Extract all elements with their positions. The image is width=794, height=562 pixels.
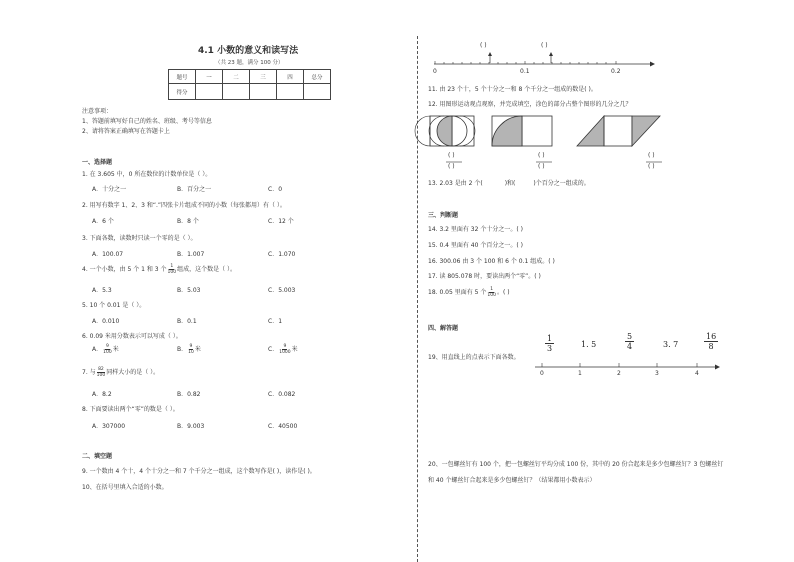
answer-blank[interactable]: ( ) [648,152,655,159]
question-4-pre: 4. 一个小数，由 5 个 1 和 3 个 [82,266,167,273]
answer-blank[interactable]: ( ) [480,42,487,49]
option-b[interactable]: B．0.82 [177,391,201,398]
fraction-numerator: 82 [98,367,104,372]
notes-item: 2、请将答案正确填写在答题卡上 [82,128,170,135]
fraction-denominator: 3 [547,344,553,353]
tick-label: 4 [695,370,699,377]
option-letter: B． [177,346,188,353]
option-c[interactable]: C．5.003 [268,287,296,294]
section-heading-choice: 一、选择题 [82,159,113,166]
option-c[interactable]: C．40500 [268,423,298,430]
figure-quarter-circle [492,116,552,146]
fraction-numerator: 1 [490,287,494,292]
notes-item: 1、答题前填写好自己的姓名、班级、考号等信息 [82,118,212,125]
question-17: 17. 读 805.078 时，要读出两个“零”。( ) [428,273,541,280]
answer-blank[interactable]: ( ) [448,163,455,170]
question-13-post: )个百分之一组成的。 [533,180,590,187]
question-6: 6. 0.09 米用分数表示可以写成（ ）。 [82,333,182,340]
fraction-numerator: 9 [283,344,287,349]
section-heading-fill: 二、填空题 [82,453,113,460]
value-decimal: 1. 5 [581,340,597,349]
option-b[interactable]: B．1.007 [177,251,205,258]
question-4-post: 组成，这个数是（ ）。 [177,266,237,273]
value-fraction [704,332,718,351]
number-line-1 [434,52,655,67]
question-3: 3. 下面各数，读数时只读一个零的是（ ）。 [82,235,197,242]
value-fraction [625,332,634,351]
option-c[interactable]: C．1 [268,318,283,325]
question-12: 12. 用图形运动观点观察，并完成填空，涂色的部分占整个图形的几分之几？ [428,101,632,108]
section-heading-judge: 三、判断题 [428,212,459,219]
question-19: 19、用直线上的点表示下面各数。 [428,354,520,361]
question-18 [428,287,510,298]
notes-heading: 注意事项： [82,108,113,115]
option-b[interactable]: B．5.03 [177,287,201,294]
tick-label: 3 [655,370,659,377]
option-a[interactable]: A．6 个 [92,218,114,225]
question-13-mid: )和( [504,180,516,187]
question-11: 11. 由 23 个十，5 个十分之一和 8 个千分之一组成的数是( )。 [428,86,597,93]
answer-blank[interactable]: ( ) [538,152,545,159]
option-letter: C． [268,346,279,353]
fraction-denominator: 100 [103,350,112,355]
question-20-line1: 20、一包螺丝钉有 100 个，把一包螺丝钉平均分成 100 份，其中的 20 份合起来是多少包螺丝钉？3 包螺丝钉 [428,461,724,468]
tick-label: 1 [578,370,582,377]
option-a[interactable]: A．100.07 [92,251,124,258]
question-7-post: 同样大小的是（ ）。 [106,369,160,376]
question-2: 2. 用写有数字 1、2、3 和“.”四张卡片组成不同的小数（每张都用）有（ ）。 [82,202,286,209]
question-13-pre: 13. 2.03 是由 2 个( [428,180,483,187]
question-13 [428,178,590,187]
fraction-denominator: 8 [708,342,714,351]
question-20-line2: 和 40 个螺丝钉合起来是多少包螺丝钉？（结果都用小数表示） [428,477,596,484]
question-7-pre: 7. 与 [82,369,96,376]
tick-label: 2 [617,370,621,377]
score-cell: 四 [277,70,304,84]
page-title: 4.1 小数的意义和读写法 [198,46,299,56]
question-18-pre: 18. 0.05 里面有 5 个 [428,289,487,296]
option-a[interactable]: A．十分之一 [92,186,127,193]
fraction-denominator: 100 [167,270,177,275]
answer-blank[interactable]: ( ) [448,152,455,159]
unit-label: 米 [291,346,298,353]
question-16: 16. 300.06 由 3 个 100 和 6 个 0.1 组成。( ) [428,258,555,265]
option-a[interactable]: A．8.2 [92,391,112,398]
answer-blank[interactable]: ( ) [538,163,545,170]
question-15: 15. 0.4 里面有 40 个百分之一。( ) [428,242,523,249]
option-b[interactable]: B．0.1 [177,318,197,325]
option-a[interactable]: A．0.010 [92,318,120,325]
fraction-denominator: 100 [96,373,106,378]
fraction-denominator: 100 [487,293,496,298]
score-cell: 总分 [304,70,331,84]
fraction-denominator: 10 [188,350,194,355]
option-b[interactable]: B．百分之一 [177,186,212,193]
score-cell: 二 [223,70,250,84]
option-c[interactable]: C．0 [268,186,283,193]
fraction-numerator: 9 [189,344,193,349]
fraction-numerator: 9 [105,344,109,349]
score-cell: 得分 [169,84,196,100]
option-letter: A． [92,346,103,353]
option-c[interactable]: C．0.082 [268,391,296,398]
score-cell: 三 [250,70,277,84]
answer-blank[interactable]: ( ) [541,42,548,49]
figure-circle-squares [415,116,475,146]
fraction-numerator: 16 [706,332,717,341]
option-b[interactable]: B．8 个 [177,218,199,225]
score-cell: 题号 [169,70,196,84]
page-subtitle: （共 23 题，满分 100 分） [215,60,284,66]
fraction-numerator: 1 [170,264,174,269]
figure-parallelogram [577,116,660,146]
fraction-denominator: 4 [627,342,633,351]
question-5: 5. 10 个 0.01 是（ ）。 [82,302,146,309]
tick-label: 0.1 [520,68,530,75]
value-decimal: 3. 7 [663,340,679,349]
question-14: 14. 3.2 里面有 32 个十分之一。( ) [428,226,523,233]
value-fraction [545,334,554,353]
fraction-denominator: 1000 [279,350,291,355]
number-line-2 [535,363,720,370]
tick-label: 0.2 [611,68,621,75]
question-18-post: 。( ) [496,289,510,296]
fraction [487,287,496,298]
question-9: 9. 一个数由 4 个十，4 个十分之一和 7 个千分之一组成，这个数写作是( )，读作是( )。 [82,468,316,475]
question-10: 10、在括号里填入合适的小数。 [82,484,168,491]
question-1: 1. 在 3.605 中，0 所在数位的计数单位是（ ）。 [82,171,212,178]
option-b[interactable]: B．9.003 [177,423,205,430]
option-c[interactable]: C．12 个 [268,218,294,225]
tick-label: 0 [540,370,544,377]
answer-blank[interactable]: ( ) [648,163,655,170]
question-8: 8. 下面要读出两个“零”的数是（ ）。 [82,406,179,413]
section-heading-solve: 四、解答题 [428,325,459,332]
option-a[interactable]: A．5.3 [92,287,112,294]
fraction-numerator: 5 [627,332,633,341]
unit-label: 米 [112,346,119,353]
unit-label: 米 [194,346,201,353]
tick-label: 0 [433,68,437,75]
score-cell: 一 [196,70,223,84]
option-a[interactable]: A．307000 [92,423,126,430]
fraction-numerator: 1 [547,334,553,343]
option-c[interactable]: C．1.070 [268,251,296,258]
